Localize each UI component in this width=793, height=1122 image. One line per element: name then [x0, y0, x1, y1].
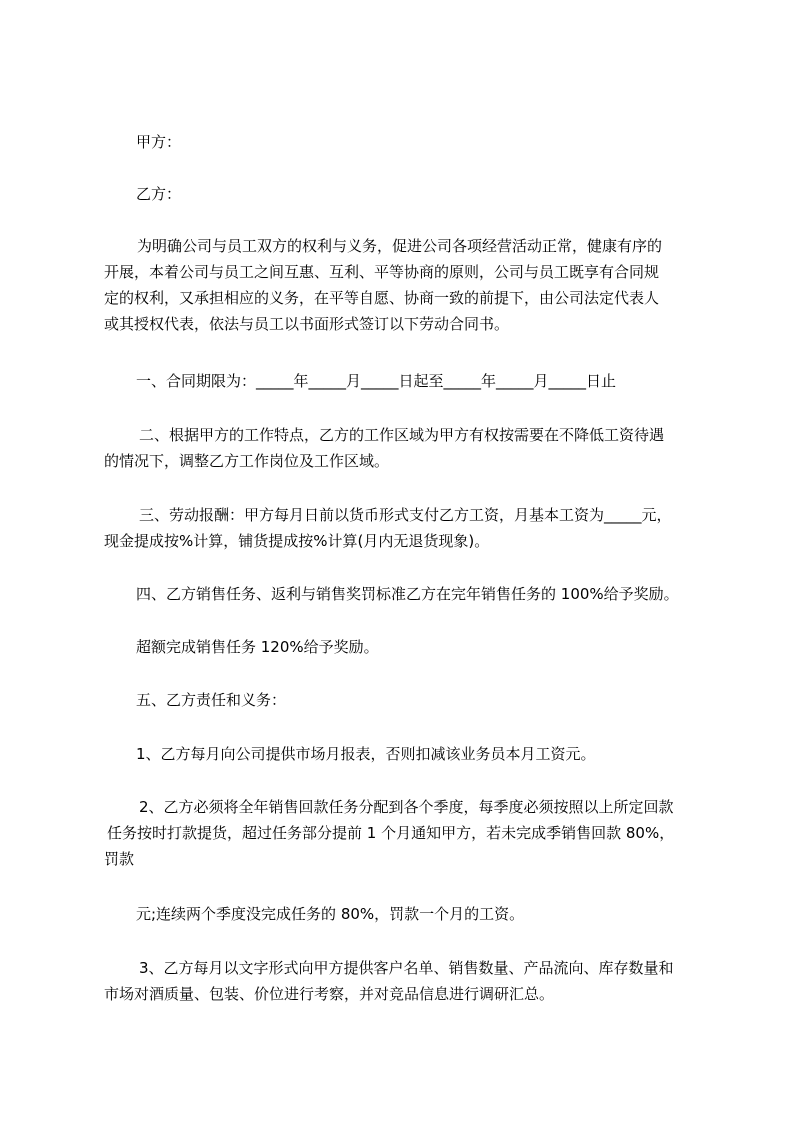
clause-5-title: 五、乙方责任和义务： [136, 691, 287, 709]
clause-3-line-1: 三、劳动报酬：甲方每月日前以货币形式支付乙方工资，月基本工资为_____元， [139, 506, 672, 524]
clause-3-remuneration [104, 502, 672, 554]
duty-2-line-1: 2、乙方必须将全年销售回款任务分配到各个季度，每季度必须按照以上所定回款 [139, 798, 674, 816]
intro-line-1: 为明确公司与员工双方的权利与义务，促进公司各项经营活动正常，健康有序的 [137, 237, 663, 255]
duty-2-line-2: 任务按时打款提货，超过任务部分提前 1 个月通知甲方，若未完成季销售回款 80%， [107, 824, 675, 842]
clause-4-sales-targets: 四、乙方销售任务、返利与销售奖罚标准乙方在完年销售任务的 100%给予奖励。 [136, 585, 679, 603]
clause-2-work-area [104, 422, 664, 474]
duty-2-line-3: 罚款 [104, 850, 135, 868]
party-a-label: 甲方： [136, 133, 182, 151]
duty-1-monthly-report: 1、乙方每月向公司提供市场月报表，否则扣减该业务员本月工资元。 [136, 745, 596, 763]
clause-2-line-1: 二、根据甲方的工作特点，乙方的工作区域为甲方有权按需要在不降低工资待遇 [139, 426, 665, 444]
clause-4-extra-reward: 超额完成销售任务 120%给予奖励。 [136, 638, 379, 656]
party-b-label: 乙方： [136, 185, 182, 203]
duty-3-customer-info [104, 955, 674, 1007]
intro-line-4: 或其授权代表，依法与员工以书面形式签订以下劳动合同书。 [104, 315, 510, 333]
clause-2-line-2: 的情况下，调整乙方工作岗位及工作区域。 [104, 452, 390, 470]
duty-3-line-1: 3、乙方每月以文字形式向甲方提供客户名单、销售数量、产品流向、库存数量和 [139, 959, 674, 977]
intro-line-3: 定的权利，又承担相应的义务，在平等自愿、协商一致的前提下，由公司法定代表人 [104, 289, 660, 307]
duty-2-continuation: 元;连续两个季度没完成任务的 80%，罚款一个月的工资。 [136, 905, 525, 923]
clause-3-line-2: 现金提成按%计算，铺货提成按%计算(月内无退货现象)。 [104, 532, 490, 550]
clause-1-contract-term: 一、合同期限为：_____年_____月_____日起至_____年_____月_____日止 [136, 372, 617, 390]
intro-paragraph [104, 233, 662, 337]
intro-line-2: 开展，本着公司与员工之间互惠、互利、平等协商的原则，公司与员工既享有合同规 [104, 263, 660, 281]
duty-2-quarterly-targets [104, 794, 674, 872]
duty-3-line-2: 市场对酒质量、包装、价位进行考察，并对竞品信息进行调研汇总。 [104, 985, 555, 1003]
